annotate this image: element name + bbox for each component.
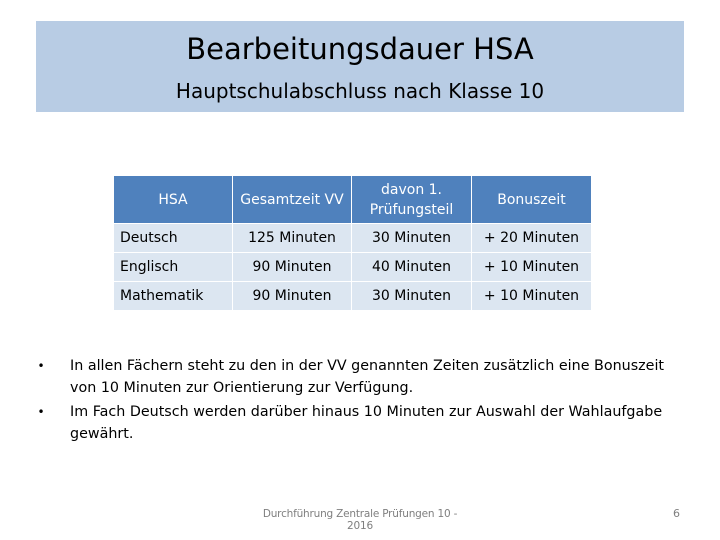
duration-table bbox=[113, 175, 592, 311]
first-part-cell: 30 Minuten bbox=[352, 224, 472, 253]
subject-cell: Deutsch bbox=[114, 224, 233, 253]
bullet-icon: • bbox=[37, 405, 45, 419]
bullet-text: In allen Fächern steht zu den in der VV genannten Zeiten zusätzlich eine Bonuszeit von 10 Minuten zur Orientierung zur Verfügung. bbox=[70, 358, 665, 396]
page-number: 6 bbox=[673, 507, 680, 520]
slide-title: Bearbeitungsdauer HSA bbox=[186, 32, 534, 66]
subject-cell: Englisch bbox=[114, 253, 233, 282]
table-header-row bbox=[114, 176, 592, 224]
header-bonus-time: Bonuszeit bbox=[472, 176, 592, 224]
first-part-cell: 40 Minuten bbox=[352, 253, 472, 282]
list-item bbox=[34, 401, 684, 445]
table-row bbox=[114, 282, 592, 311]
title-banner bbox=[36, 21, 684, 112]
bonus-time-cell: + 20 Minuten bbox=[472, 224, 592, 253]
bonus-time-cell: + 10 Minuten bbox=[472, 282, 592, 311]
list-item bbox=[34, 355, 684, 399]
table-row bbox=[114, 224, 592, 253]
total-time-cell: 90 Minuten bbox=[233, 253, 352, 282]
bullet-list bbox=[34, 355, 684, 447]
subject-cell: Mathematik bbox=[114, 282, 233, 311]
header-subject: HSA bbox=[114, 176, 233, 224]
first-part-cell: 30 Minuten bbox=[352, 282, 472, 311]
header-total-time: Gesamtzeit VV bbox=[233, 176, 352, 224]
footer-text: Durchführung Zentrale Prüfungen 10 - 2016 bbox=[262, 508, 458, 532]
bullet-icon: • bbox=[37, 359, 45, 373]
table-row bbox=[114, 253, 592, 282]
bullet-text: Im Fach Deutsch werden darüber hinaus 10 Minuten zur Auswahl der Wahlaufgabe gewährt. bbox=[70, 404, 663, 442]
total-time-cell: 90 Minuten bbox=[233, 282, 352, 311]
slide-subtitle: Hauptschulabschluss nach Klasse 10 bbox=[175, 79, 545, 103]
total-time-cell: 125 Minuten bbox=[233, 224, 352, 253]
bonus-time-cell: + 10 Minuten bbox=[472, 253, 592, 282]
header-first-part: davon 1. Prüfungsteil bbox=[352, 176, 472, 224]
